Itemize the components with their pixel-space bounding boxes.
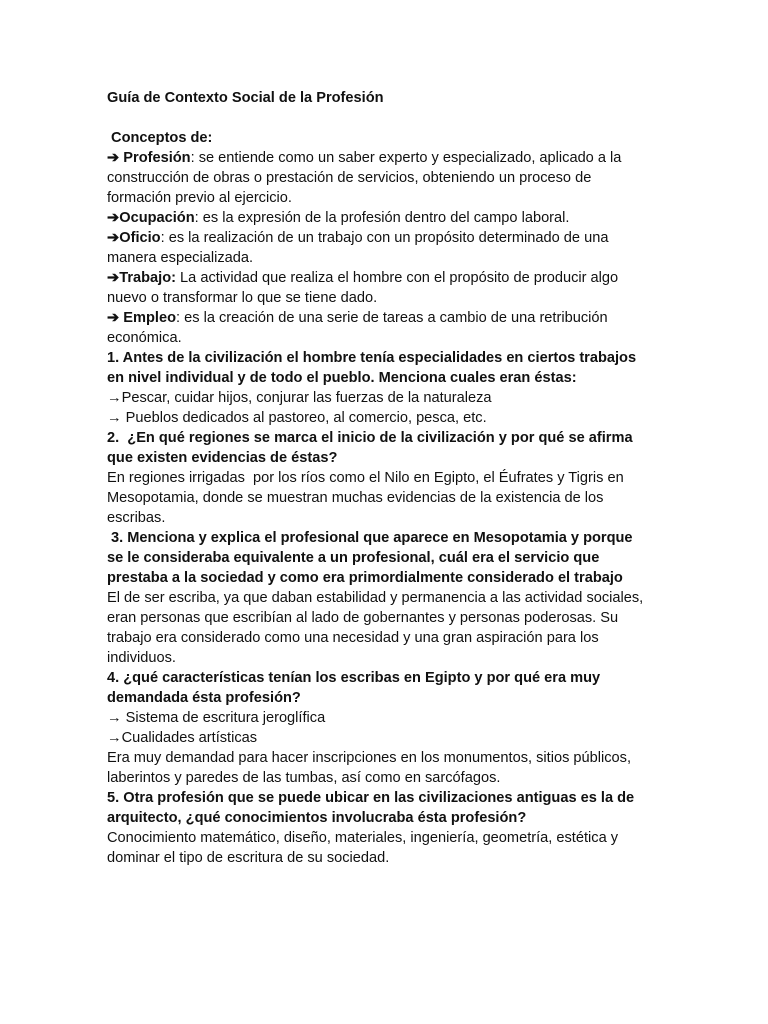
text-line bbox=[107, 128, 667, 148]
body-text: laberintos y paredes de las tumbas, así como en sarcófagos. bbox=[107, 770, 501, 786]
text-line bbox=[107, 208, 667, 228]
bold-text: 3. Menciona y explica el profesional que aparece en Mesopotamia y porque bbox=[107, 530, 633, 546]
text-line bbox=[107, 768, 667, 788]
bold-text: ➔Trabajo: bbox=[107, 270, 176, 286]
body-text: formación previo al ejercicio. bbox=[107, 190, 292, 206]
body-text: eran personas que escribían al lado de gobernantes y personas poderosas. Su bbox=[107, 610, 619, 626]
body-text: : es la realización de un trabajo con un propósito determinado de una bbox=[160, 230, 609, 246]
bold-text: ➔ Profesión bbox=[107, 150, 191, 166]
body-text: escribas. bbox=[107, 510, 166, 526]
bold-text: ➔Ocupación bbox=[107, 210, 195, 226]
body-text: → Pueblos dedicados al pastoreo, al comercio, pesca, etc. bbox=[107, 410, 487, 426]
bold-text: demandada ésta profesión? bbox=[107, 690, 301, 706]
bold-text: ➔Oficio bbox=[107, 230, 161, 246]
bold-text: se le consideraba equivalente a un profesional, cuál era el servicio que bbox=[107, 550, 600, 566]
bold-text: 2. ¿En qué regiones se marca el inicio de la civilización y por qué se afirma bbox=[107, 430, 633, 446]
bold-text: 1. Antes de la civilización el hombre tenía especialidades en ciertos trabajos bbox=[107, 350, 637, 366]
text-line bbox=[107, 588, 667, 608]
document-body bbox=[107, 128, 667, 868]
body-text: manera especializada. bbox=[107, 250, 254, 266]
body-text: : es la creación de una serie de tareas a cambio de una retribución bbox=[176, 310, 608, 326]
text-line bbox=[107, 368, 667, 388]
text-line bbox=[107, 188, 667, 208]
bold-text: 4. ¿qué características tenían los escribas en Egipto y por qué era muy bbox=[107, 670, 601, 686]
text-line bbox=[107, 408, 667, 428]
text-line bbox=[107, 748, 667, 768]
text-line bbox=[107, 168, 667, 188]
text-line bbox=[107, 808, 667, 828]
text-line bbox=[107, 828, 667, 848]
bold-text: que existen evidencias de éstas? bbox=[107, 450, 338, 466]
bold-text: en nivel individual y de todo el pueblo. Menciona cuales eran éstas: bbox=[107, 370, 577, 386]
body-text: →Cualidades artísticas bbox=[107, 730, 258, 746]
text-line bbox=[107, 708, 667, 728]
body-text: →Pescar, cuidar hijos, conjurar las fuerzas de la naturaleza bbox=[107, 390, 492, 406]
text-line bbox=[107, 548, 667, 568]
text-line bbox=[107, 448, 667, 468]
text-line bbox=[107, 488, 667, 508]
body-text: Era muy demandad para hacer inscripciones en los monumentos, sitios públicos, bbox=[107, 750, 632, 766]
text-line bbox=[107, 228, 667, 248]
body-text: trabajo era considerado como una necesidad y una gran aspiración para los bbox=[107, 630, 599, 646]
body-text: El de ser escriba, ya que daban estabilidad y permanencia a las actividad sociales, bbox=[107, 590, 644, 606]
text-line bbox=[107, 468, 667, 488]
text-line bbox=[107, 268, 667, 288]
body-text: : es la expresión de la profesión dentro del campo laboral. bbox=[194, 210, 570, 226]
text-line bbox=[107, 848, 667, 868]
body-text: económica. bbox=[107, 330, 182, 346]
text-line bbox=[107, 288, 667, 308]
text-line bbox=[107, 428, 667, 448]
document-page bbox=[107, 88, 667, 868]
bold-text: prestaba a la sociedad y como era primordialmente considerado el trabajo bbox=[107, 570, 623, 586]
text-line bbox=[107, 148, 667, 168]
text-line bbox=[107, 648, 667, 668]
body-text: Mesopotamia, donde se muestran muchas evidencias de la existencia de los bbox=[107, 490, 604, 506]
text-line bbox=[107, 628, 667, 648]
text-line bbox=[107, 248, 667, 268]
text-line bbox=[107, 308, 667, 328]
body-text: construcción de obras o prestación de servicios, obteniendo un proceso de bbox=[107, 170, 592, 186]
bold-text: arquitecto, ¿qué conocimientos involucraba ésta profesión? bbox=[107, 810, 527, 826]
text-line bbox=[107, 568, 667, 588]
bold-text: Conceptos de: bbox=[107, 130, 213, 146]
text-line bbox=[107, 608, 667, 628]
document-title: Guía de Contexto Social de la Profesión bbox=[107, 90, 384, 106]
body-text: dominar el tipo de escritura de su sociedad. bbox=[107, 850, 390, 866]
bold-text: ➔ Empleo bbox=[107, 310, 176, 326]
text-line bbox=[107, 668, 667, 688]
text-line bbox=[107, 508, 667, 528]
body-text: En regiones irrigadas por los ríos como el Nilo en Egipto, el Éufrates y Tigris en bbox=[107, 470, 624, 486]
body-text: → Sistema de escritura jeroglífica bbox=[107, 710, 326, 726]
text-line bbox=[107, 688, 667, 708]
body-text: Conocimiento matemático, diseño, materiales, ingeniería, geometría, estética y bbox=[107, 830, 619, 846]
text-line bbox=[107, 728, 667, 748]
text-line bbox=[107, 788, 667, 808]
body-text: nuevo o transformar lo que se tiene dado. bbox=[107, 290, 378, 306]
text-line bbox=[107, 388, 667, 408]
body-text: individuos. bbox=[107, 650, 176, 666]
body-text: : se entiende como un saber experto y especializado, aplicado a la bbox=[190, 150, 622, 166]
text-line bbox=[107, 348, 667, 368]
text-line bbox=[107, 528, 667, 548]
text-line bbox=[107, 328, 667, 348]
body-text: La actividad que realiza el hombre con el propósito de producir algo bbox=[176, 270, 619, 286]
bold-text: 5. Otra profesión que se puede ubicar en las civilizaciones antiguas es la de bbox=[107, 790, 635, 806]
